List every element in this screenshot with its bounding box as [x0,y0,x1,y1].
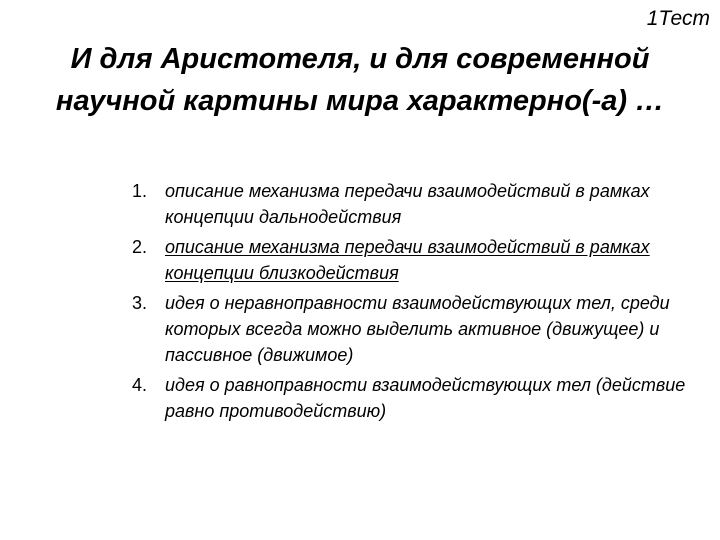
test-label: 1Тест [646,7,710,30]
answer-options-list [132,178,692,428]
option-number: 3. [132,293,148,313]
option-number: 4. [132,375,148,395]
question-title: И для Аристотеля, и для современной научной картины мира характерно(-а) … [55,43,665,117]
option-text: идея о неравноправности взаимодействующих тел, среди которых всегда можно выделить активное (движущее) и пассивное (движимое) [165,293,670,365]
answer-option-2[interactable] [132,234,692,286]
option-text-selected: описание механизма передачи взаимодействий в рамках концепции близкодействия [165,237,650,283]
option-number: 2. [132,237,148,257]
answer-option-3[interactable] [132,290,692,368]
option-text: идея о равноправности взаимодействующих тел (действие равно противодействию) [165,375,686,421]
option-text: описание механизма передачи взаимодействий в рамках концепции дальнодействия [165,181,650,227]
answer-option-4[interactable] [132,372,692,424]
answer-option-1[interactable] [132,178,692,230]
option-number: 1. [132,181,148,201]
